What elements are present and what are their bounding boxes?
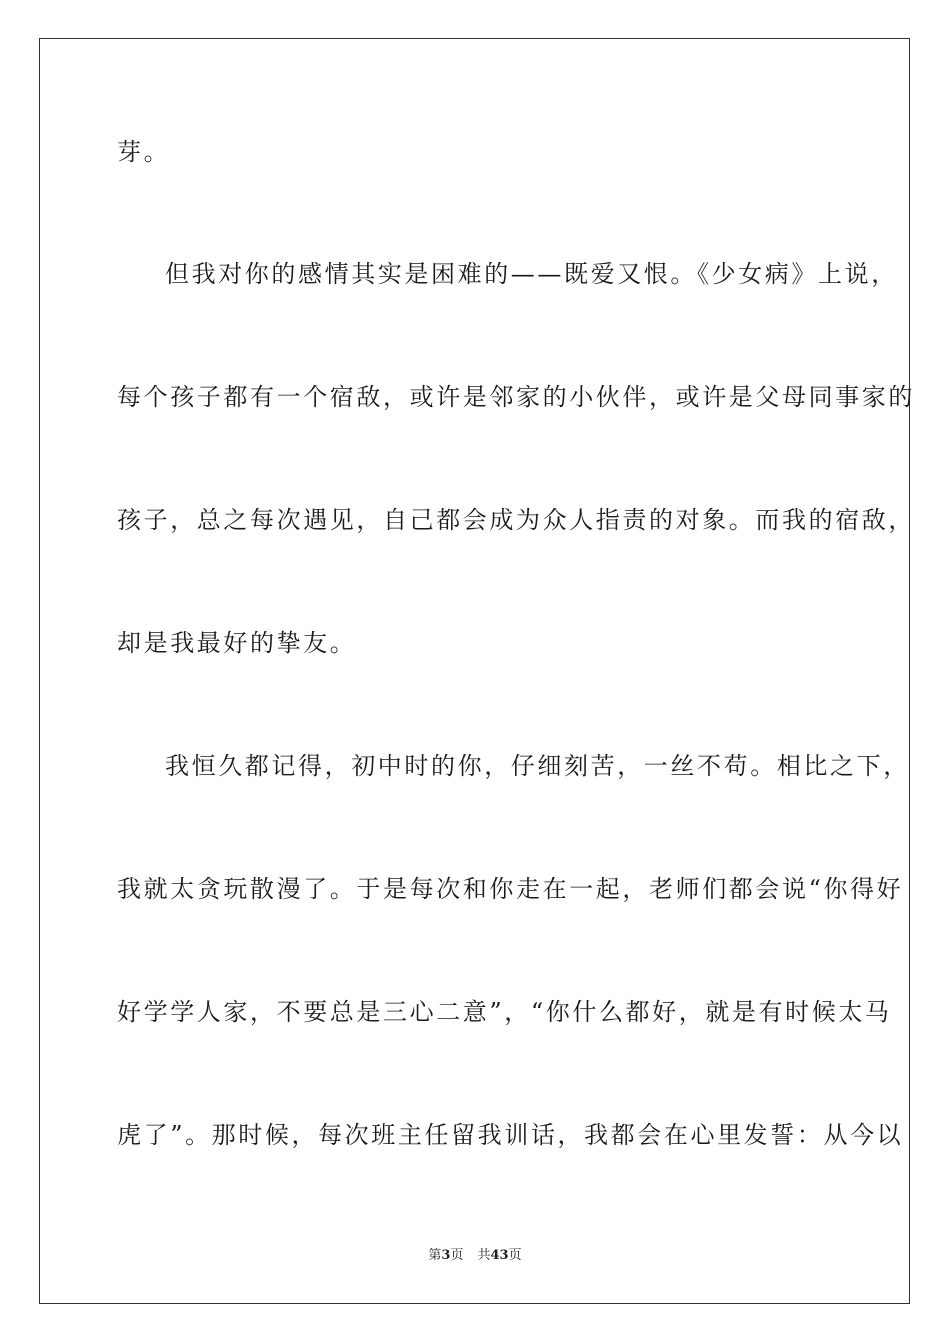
- page-border: [39, 38, 910, 1304]
- text-line: 虎了”。那时候，每次班主任留我训话，我都会在心里发誓：从今以: [117, 1121, 904, 1149]
- page-footer: [0, 1247, 950, 1265]
- current-page-number: 3: [441, 1248, 451, 1263]
- total-page-count: 43: [490, 1248, 509, 1263]
- text-line: 每个孩子都有一个宿敌，或许是邻家的小伙伴，或许是父母同事家的: [117, 383, 915, 411]
- paragraph-start-line: 我恒久都记得，初中时的你，仔细刻苦，一丝不苟。相比之下，: [165, 752, 910, 780]
- page-label-prefix: 第: [428, 1248, 442, 1263]
- text-line: 却是我最好的挚友。: [117, 629, 357, 657]
- text-line: 好学学人家，不要总是三心二意”，“你什么都好，就是有时候太马: [117, 998, 892, 1026]
- page-label-suffix: 页: [450, 1248, 464, 1263]
- text-line: 孩子，总之每次遇见，自己都会成为众人指责的对象。而我的宿敌，: [117, 506, 915, 534]
- paragraph-start-line: 但我对你的感情其实是困难的——既爱又恨。《少女病》上说，: [165, 260, 898, 288]
- text-line: 我就太贪玩散漫了。于是每次和你走在一起，老师们都会说“你得好: [117, 875, 904, 903]
- total-label-prefix: 共: [477, 1248, 491, 1263]
- total-label-suffix: 页: [508, 1248, 522, 1263]
- text-line: 芽。: [117, 138, 171, 166]
